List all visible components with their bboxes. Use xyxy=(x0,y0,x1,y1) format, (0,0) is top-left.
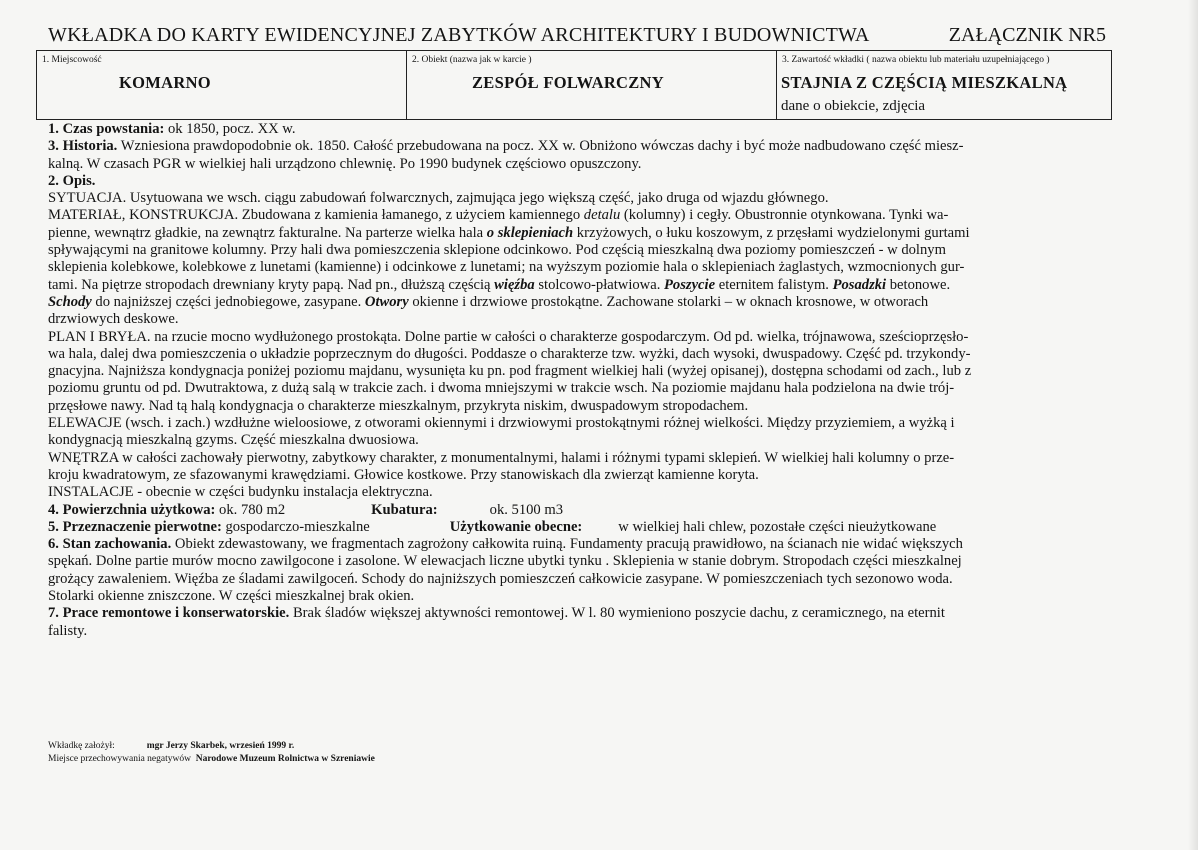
location-cell xyxy=(37,51,407,119)
text-span: Otwory xyxy=(364,293,409,310)
text-span: stolcowo-płatwiowa. xyxy=(534,276,664,293)
header-fields-table xyxy=(36,50,1112,120)
text-span: Poszycie xyxy=(664,276,716,293)
text-line: poziomu gruntu od pd. Dwutraktowa, z dużą salą w trakcie zach. i dwoma mniejszymi w trakcie wsch. Na poziomie majdanu hala podzielona na dwie trój- xyxy=(48,380,955,397)
object-label: 2. Obiekt (nazwa jak w karcie ) xyxy=(412,55,532,65)
section-label: Użytkowanie obecne: xyxy=(449,518,583,535)
section-label: 2. Opis. xyxy=(48,172,96,189)
text-span: betonowe. xyxy=(886,276,951,293)
text-span: o sklepieniach xyxy=(486,224,574,241)
text-line: falisty. xyxy=(48,622,88,639)
text-line: ELEWACJE (wsch. i zach.) wzdłużne wieloosiowe, z otworami okiennymi i drzwiowymi prostokątnymi różnej wielkości. Między przyziemiem, a wyżką i xyxy=(48,415,955,432)
section-label: 1. Czas powstania: xyxy=(48,121,165,137)
section-historia xyxy=(48,138,1128,155)
section-label: 7. Prace remontowe i konserwatorskie. xyxy=(48,605,290,622)
content-value: STAJNIA Z CZĘŚCIĄ MIESZKALNĄ xyxy=(781,73,1068,92)
location-value: KOMARNO xyxy=(119,73,211,92)
content-subtitle: dane o obiekcie, zdjęcia xyxy=(781,98,926,114)
section-text: ok. 5100 m3 xyxy=(489,501,564,518)
section-text: w wielkiej hali chlew, pozostałe części nieużytkowane xyxy=(618,518,937,535)
section-prace xyxy=(48,605,1128,622)
section-label: 3. Historia. xyxy=(48,138,118,155)
text-span: (kolumny) i cegły. Obustronnie otynkowana. Tynki wa- xyxy=(620,207,949,224)
text-span: eternitem falistym. xyxy=(715,276,833,293)
document-title: WKŁADKA DO KARTY EWIDENCYJNEJ ZABYTKÓW ARCHITEKTURY I BUDOWNICTWA xyxy=(48,24,870,46)
text-span: Posadzki xyxy=(832,276,887,293)
text-line: kalną. W czasach PGR w wielkiej hali urządzono chlewnię. Po 1990 budynek częściowo opuszczony. xyxy=(48,155,642,172)
section-text: Wzniesiona prawdopodobnie ok. 1850. Całość przebudowana na pocz. XX w. Obniżono wówczas dachy i być może nadbudowano część miesz- xyxy=(117,138,964,155)
text-line: wa hala, dalej dwa pomieszczenia o układzie poprzecznym do długości. Poddasze o charakterze tzw. wyżki, dach wysoki, dwuspadowy. Część pd. trzykondy- xyxy=(48,345,971,362)
author-line xyxy=(48,740,375,753)
content-label: 3. Zawartość wkładki ( nazwa obiektu lub materiału uzupełniającego ) xyxy=(782,55,1050,65)
object-cell xyxy=(407,51,777,119)
author-value: mgr Jerzy Skarbek, wrzesień 1999 r. xyxy=(146,741,295,751)
document-body xyxy=(48,121,1128,640)
section-label: 5. Przeznaczenie pierwotne: xyxy=(48,518,222,535)
section-powierzchnia xyxy=(48,502,1128,519)
text-span: pienne, wewnątrz gładkie, na zewnątrz fakturalne. Na parterze wielka hala xyxy=(48,224,487,241)
section-label: Kubatura: xyxy=(371,501,438,518)
text-line: kroju kwadratowym, ze sfazowanymi krawędziami. Głowice kostkowe. Przy stanowiskach dla zwierząt kamienne koryta. xyxy=(48,466,759,483)
text-line: Stolarki okienne zniszczone. W części mieszkalnej brak okien. xyxy=(48,588,415,605)
text-line: SYTUACJA. Usytuowana we wsch. ciągu zabudowań folwarcznych, zajmująca jego większą część, jako druga od wjazdu głównego. xyxy=(48,190,829,207)
section-text: gospodarczo-mieszkalne xyxy=(221,518,370,535)
text-span: MATERIAŁ, KONSTRUKCJA. Zbudowana z kamienia łamanego, z użyciem kamiennego xyxy=(48,207,584,224)
text-line: sklepienia kolebkowe, kolebkowe z lunetami (kamienne) i odcinkowe z lunetami; na wyższym poziomie hala o sklepieniach żaglastych, wzmocnionych gur- xyxy=(48,259,965,276)
storage-label: Miejsce przechowywania negatywów xyxy=(48,754,191,764)
text-line xyxy=(48,225,1128,242)
section-text: ok 1850, pocz. XX w. xyxy=(164,121,296,137)
text-span: tami. Na piętrze stropodach drewniany kryty papą. Nad pn., dłuższą częścią xyxy=(48,276,495,293)
storage-value: Narodowe Muzeum Rolnictwa w Szreniawie xyxy=(195,754,375,764)
text-span: więźba xyxy=(494,276,535,293)
section-przeznaczenie xyxy=(48,519,1128,536)
annex-number: ZAŁĄCZNIK NR5 xyxy=(948,24,1106,46)
section-stan xyxy=(48,536,1128,553)
location-label: 1. Miejscowość xyxy=(42,55,102,65)
text-line xyxy=(48,277,1128,294)
text-line: spękań. Dolne partie murów mocno zawilgocone i zasolone. W elewacjach liczne ubytki tynku . Sklepienia w stanie dobrym. Stropodach części mieszkalnej xyxy=(48,553,962,570)
text-line: WNĘTRZA w całości zachowały pierwotny, zabytkowy charakter, z monumentalnymi, halami i różnymi typami sklepień. W wielkiej hali kolumny o prze- xyxy=(48,449,955,466)
scan-edge-shadow xyxy=(1188,0,1198,850)
section-opis xyxy=(48,173,1128,190)
text-line: grożący zawaleniem. Więźba ze śladami zawilgoceń. Schody do najniższych pomieszczeń całkowicie zasypane. W pomieszczeniach tych sezonowo woda. xyxy=(48,570,953,587)
section-czas xyxy=(48,121,1128,138)
section-label: 6. Stan zachowania. xyxy=(48,536,172,553)
text-line: gnacyjna. Najniższa kondygnacja poniżej poziomu majdanu, wysunięta ku pn. pod fragment wielkiej hali (wyżej opisanej), dostępna schodami od zach., lub z xyxy=(48,363,972,380)
text-span: do najniższej części jednobiegowe, zasypane. xyxy=(91,293,365,310)
section-text: Obiekt zdewastowany, we fragmentach zagrożony całkowita ruiną. Fundamenty pracują prawidłowo, na ścianach nie widać większych xyxy=(171,536,963,553)
text-line: INSTALACJE - obecnie w części budynku instalacja elektryczna. xyxy=(48,484,433,501)
section-text: ok. 780 m2 xyxy=(215,501,286,518)
storage-line xyxy=(48,753,375,766)
object-value: ZESPÓŁ FOLWARCZNY xyxy=(472,73,664,92)
text-line xyxy=(48,207,1128,224)
author-label: Wkładkę założył: xyxy=(48,741,115,751)
section-label: 4. Powierzchnia użytkowa: xyxy=(48,501,216,518)
text-line: kondygnacją mieszkalną gzyms. Część mieszkalna dwuosiowa. xyxy=(48,432,419,449)
text-span: Schody xyxy=(48,293,92,310)
document-header xyxy=(36,24,1112,50)
text-line: spływającymi na granitowe kolumny. Przy hali dwa pomieszczenia sklepione odcinkowo. Pod częścią mieszkalną dwa poziomy pomieszczeń - w dolnym xyxy=(48,242,946,259)
text-line xyxy=(48,294,1128,311)
text-span: okienne i drzwiowe prostokątne. Zachowane stolarki – w oknach krosnowe, w otworach xyxy=(408,293,929,310)
content-cell xyxy=(777,51,1113,119)
text-line: przęsłowe nawy. Nad tą halą kondygnacja o charakterze mieszkalnym, przykryta niskim, dwuspadowym stropodachem. xyxy=(48,397,749,414)
text-line: PLAN I BRYŁA. na rzucie mocno wydłużonego prostokąta. Dolne partie w całości o charakterze gospodarczym. Od pd. wielka, trójnawowa, sześcioprzęsło- xyxy=(48,328,969,345)
text-span: detalu xyxy=(583,207,621,224)
text-span: krzyżowych, o łuku koszowym, z przęsłami wydzielonymi gurtami xyxy=(573,224,970,241)
document-footer xyxy=(48,740,375,766)
text-line: drzwiowych deskowe. xyxy=(48,311,179,328)
section-text: Brak śladów większej aktywności remontowej. W l. 80 wymieniono poszycie dachu, z ceramicznego, na eternit xyxy=(289,605,945,622)
